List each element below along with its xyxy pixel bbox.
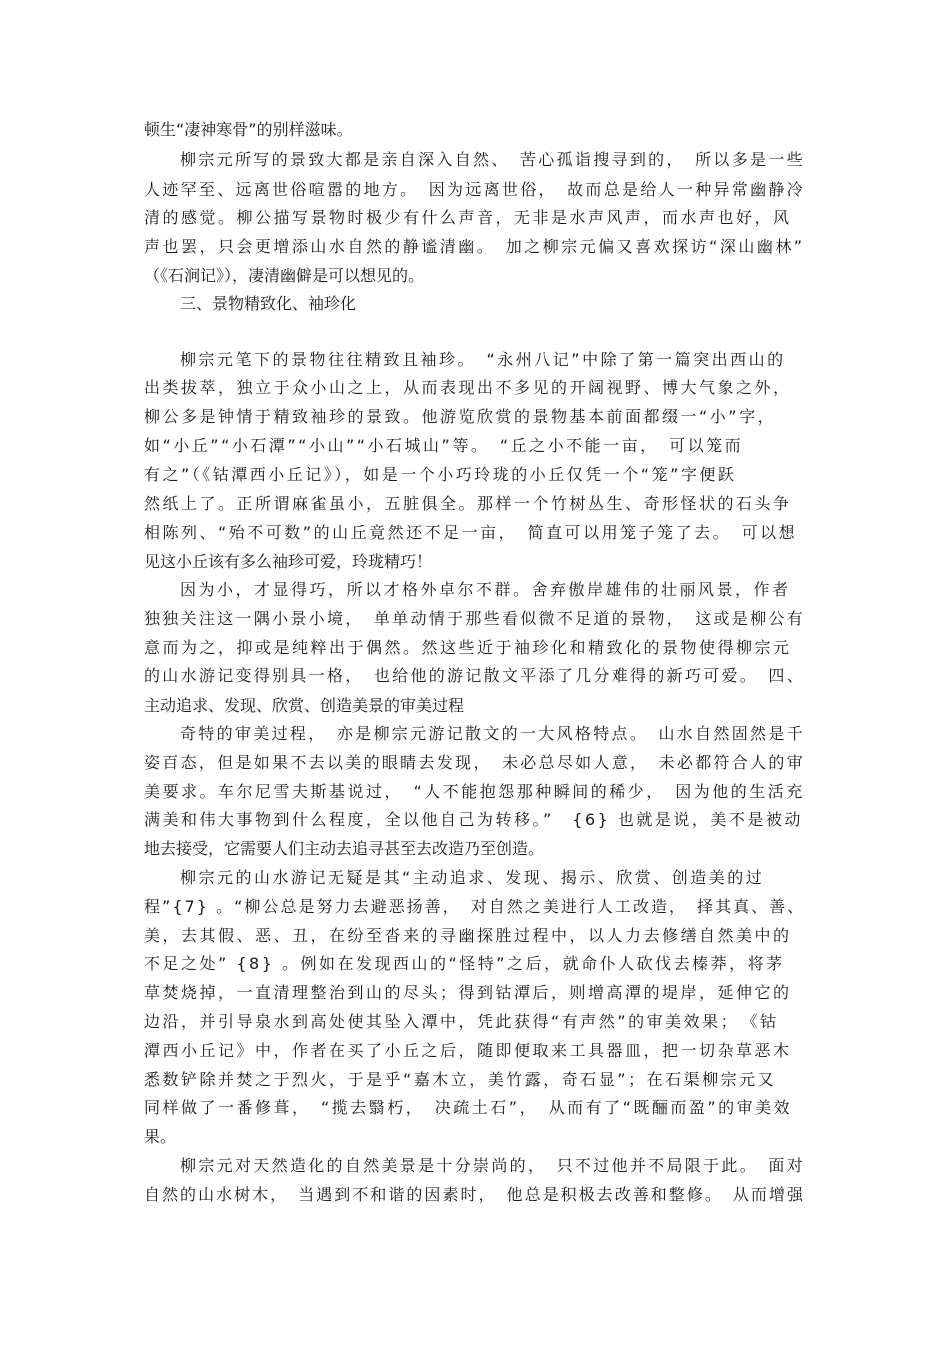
text-line: 同样做了一番修葺， “揽去翳朽， 决疏土石”， 从而有了“既酾而盈”的审美效 xyxy=(144,1098,793,1117)
text-line: 的山水游记变得别具一格， 也给他的游记散文平添了几分难得的新巧可爱。 四、 xyxy=(144,666,806,685)
text-line: 柳宗元对天然造化的自然美景是十分崇尚的， 只不过他并不局限于此。 面对 xyxy=(180,1156,806,1175)
text-line: 地去接受，它需要人们主动去追寻甚至去改造乃至创造。 xyxy=(144,839,545,858)
text-line: 柳宗元的山水游记无疑是其“主动追求、发现、揭示、欣赏、创造美的过 xyxy=(180,868,765,887)
text-line: 意而为之，抑或是纯粹出于偶然。然这些近于袖珍化和精致化的景物使得柳宗元 xyxy=(144,638,792,657)
text-line: 主动追求、发现、欣赏、创造美景的审美过程 xyxy=(144,696,465,715)
text-line: 柳宗元所写的景致大都是亲自深入自然、 苦心孤诣搜寻到的， 所以多是一些 xyxy=(180,150,806,169)
text-line: 悉数铲除并焚之于烈火，于是乎“嘉木立，美竹露，奇石显”；在石渠柳宗元又 xyxy=(144,1070,777,1089)
text-line: 满美和伟大事物到什么程度，全以他自己为转移。” {6} 也就是说，美不是被动 xyxy=(144,810,803,829)
text-line: 有之”（《钴潭西小丘记》），如是一个小巧玲珑的小丘仅凭一个“笼”字便跃 xyxy=(144,465,737,484)
text-line: 独独关注这一隅小景小境， 单单动情于那些看似微不足道的景物， 这或是柳公有 xyxy=(144,609,806,628)
text-line: 自然的山水树木， 当遇到不和谐的因素时， 他总是积极去改善和整修。 从而增强 xyxy=(144,1185,806,1204)
text-line: 见这小丘该有多么袖珍可爱，玲珑精巧！ xyxy=(144,552,433,571)
text-line: 潭西小丘记》中，作者在买了小丘之后，随即便取来工具器皿，把一切杂草恶木 xyxy=(144,1041,792,1060)
text-line: 不足之处” {8} 。例如在发现西山的“怪特”之后，就命仆人砍伐去榛莽，将茅 xyxy=(144,954,785,973)
text-line: 清的感觉。柳公描写景物时极少有什么声音，无非是水声风声，而水声也好，风 xyxy=(144,208,792,227)
text-line: 相陈列、“殆不可数”的山丘竟然还不足一亩， 简直可以用笼子笼了去。 可以想 xyxy=(144,523,798,542)
text-line: 人迹罕至、远离世俗喧嚣的地方。 因为远离世俗， 故而总是给人一种异常幽静冷 xyxy=(144,180,806,199)
text-line: 奇特的审美过程， 亦是柳宗元游记散文的一大风格特点。 山水自然固然是千 xyxy=(180,724,806,743)
text-line: （《石涧记》），凄清幽僻是可以想见的。 xyxy=(144,266,425,285)
text-line: 声也罢，只会更增添山水自然的静谧清幽。 加之柳宗元偏又喜欢探访“深山幽林” xyxy=(144,237,805,256)
text-line: 出类拔萃，独立于众小山之上，从而表现出不多见的开阔视野、博大气象之外， xyxy=(144,378,792,397)
text-line: 柳宗元笔下的景物往往精致且袖珍。 “永州八记”中除了第一篇突出西山的 xyxy=(180,350,786,369)
text-line: 美要求。车尔尼雪夫斯基说过， “人不能抱怨那种瞬间的稀少， 因为他的生活充 xyxy=(144,782,805,801)
text-line: 三、景物精致化、袖珍化 xyxy=(180,294,357,313)
text-line: 因为小，才显得巧，所以才格外卓尔不群。舍弃傲岸雄伟的壮丽风景，作者 xyxy=(180,580,791,599)
text-line: 如“小丘”“小石潭”“小山”“小石城山”等。 “丘之小不能一亩， 可以笼而 xyxy=(144,436,744,455)
text-line: 果。 xyxy=(144,1127,177,1146)
text-line: 姿百态，但是如果不去以美的眼睛去发现， 未必总尽如人意， 未必都符合人的审 xyxy=(144,753,806,772)
text-line: 顿生“凄神寒骨”的别样滋味。 xyxy=(144,120,353,139)
text-line: 柳公多是钟情于精致袖珍的景致。他游览欣赏的景物基本前面都缀一“小”字， xyxy=(144,407,777,426)
text-line: 程”{7} 。“柳公总是努力去避恶扬善， 对自然之美进行人工改造， 择其真、善、 xyxy=(144,897,806,916)
text-line: 美，去其假、恶、丑，在纷至沓来的寻幽探胜过程中，以人力去修缮自然美中的 xyxy=(144,926,792,945)
text-line: 草焚烧掉，一直清理整治到山的尽头；得到钴潭后，则增高潭的堤岸，延伸它的 xyxy=(144,983,792,1002)
text-line: 边沿，并引导泉水到高处使其坠入潭中，凭此获得“有声然”的审美效果； 《钴 xyxy=(144,1012,779,1031)
text-line: 然纸上了。正所谓麻雀虽小，五脏俱全。那样一个竹树丛生、奇形怪状的石头争 xyxy=(144,494,792,513)
